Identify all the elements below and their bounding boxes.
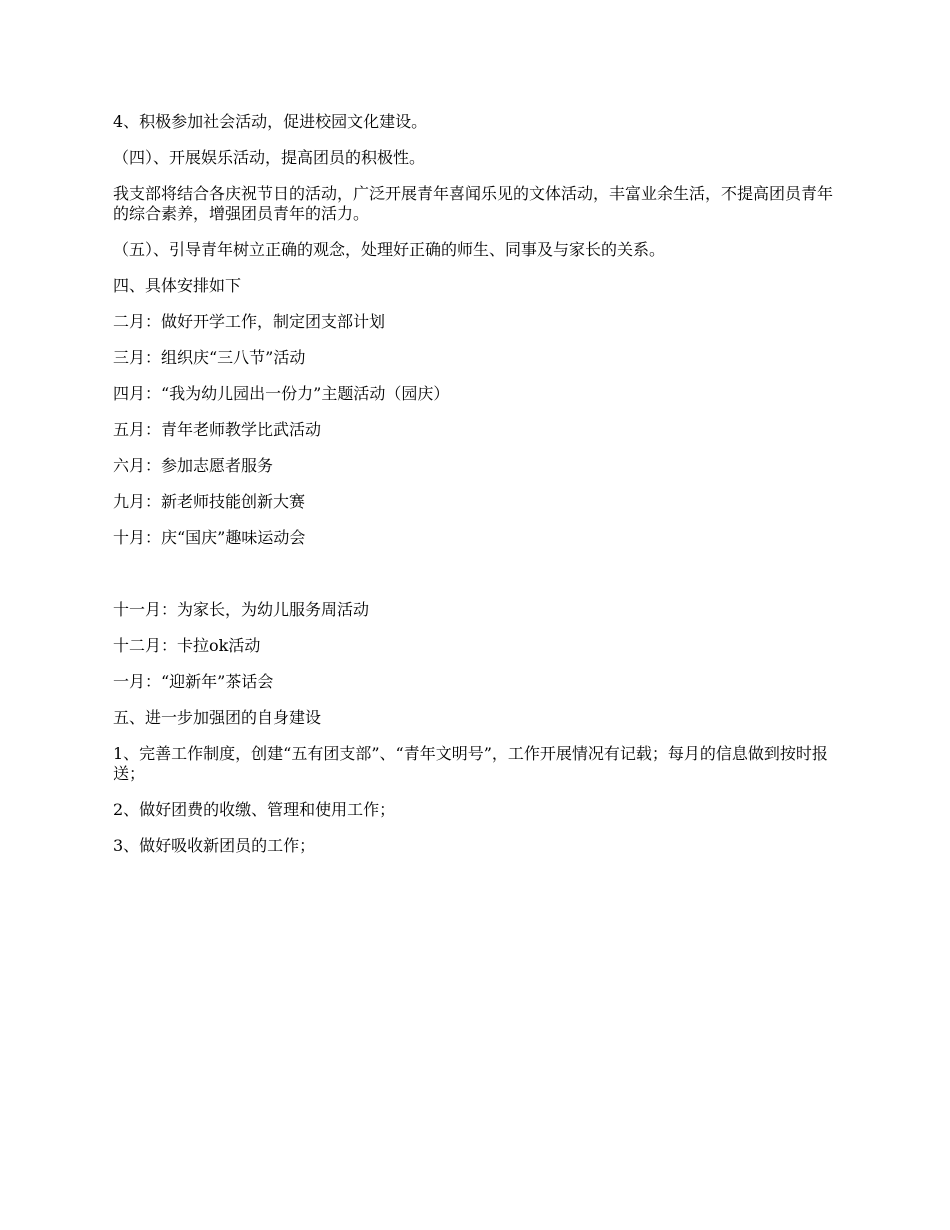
schedule-item-sep: 九月：新老师技能创新大赛: [113, 492, 306, 511]
schedule-item-nov: 十一月：为家长，为幼儿服务周活动: [113, 600, 370, 619]
schedule-item-jun: 六月：参加志愿者服务: [113, 456, 274, 475]
paragraph: 1、完善工作制度，创建“五有团支部”、“青年文明号”，工作开展情况有记载；每月的信息做到按时报送；: [113, 744, 828, 783]
schedule-item-jan: 一月：“迎新年”茶话会: [113, 672, 274, 691]
paragraph: 4、积极参加社会活动，促进校园文化建设。: [113, 112, 428, 131]
document-body: [113, 112, 843, 872]
paragraph: 3、做好吸收新团员的工作；: [113, 836, 316, 855]
schedule-item-dec: 十二月：卡拉ok活动: [113, 636, 261, 655]
section-heading-self-building: 五、进一步加强团的自身建设: [113, 708, 322, 727]
schedule-item-may: 五月：青年老师教学比武活动: [113, 420, 322, 439]
schedule-item-oct: 十月：庆“国庆”趣味运动会: [113, 528, 306, 547]
paragraph: 2、做好团费的收缴、管理和使用工作；: [113, 800, 396, 819]
section-heading-schedule: 四、具体安排如下: [113, 276, 242, 295]
schedule-item-mar: 三月：组织庆“三八节”活动: [113, 348, 306, 367]
schedule-item-apr: 四月：“我为幼儿园出一份力”主题活动（园庆）: [113, 384, 450, 403]
section-heading-5: （五）、引导青年树立正确的观念，处理好正确的师生、同事及与家长的关系。: [113, 240, 666, 259]
section-heading-4: （四）、开展娱乐活动，提高团员的积极性。: [113, 148, 426, 167]
blank-line: [113, 564, 843, 600]
schedule-item-feb: 二月：做好开学工作，制定团支部计划: [113, 312, 386, 331]
paragraph: 我支部将结合各庆祝节日的活动，广泛开展青年喜闻乐见的文体活动，丰富业余生活，不提高团员青年的综合素养，增强团员青年的活力。: [113, 184, 834, 223]
